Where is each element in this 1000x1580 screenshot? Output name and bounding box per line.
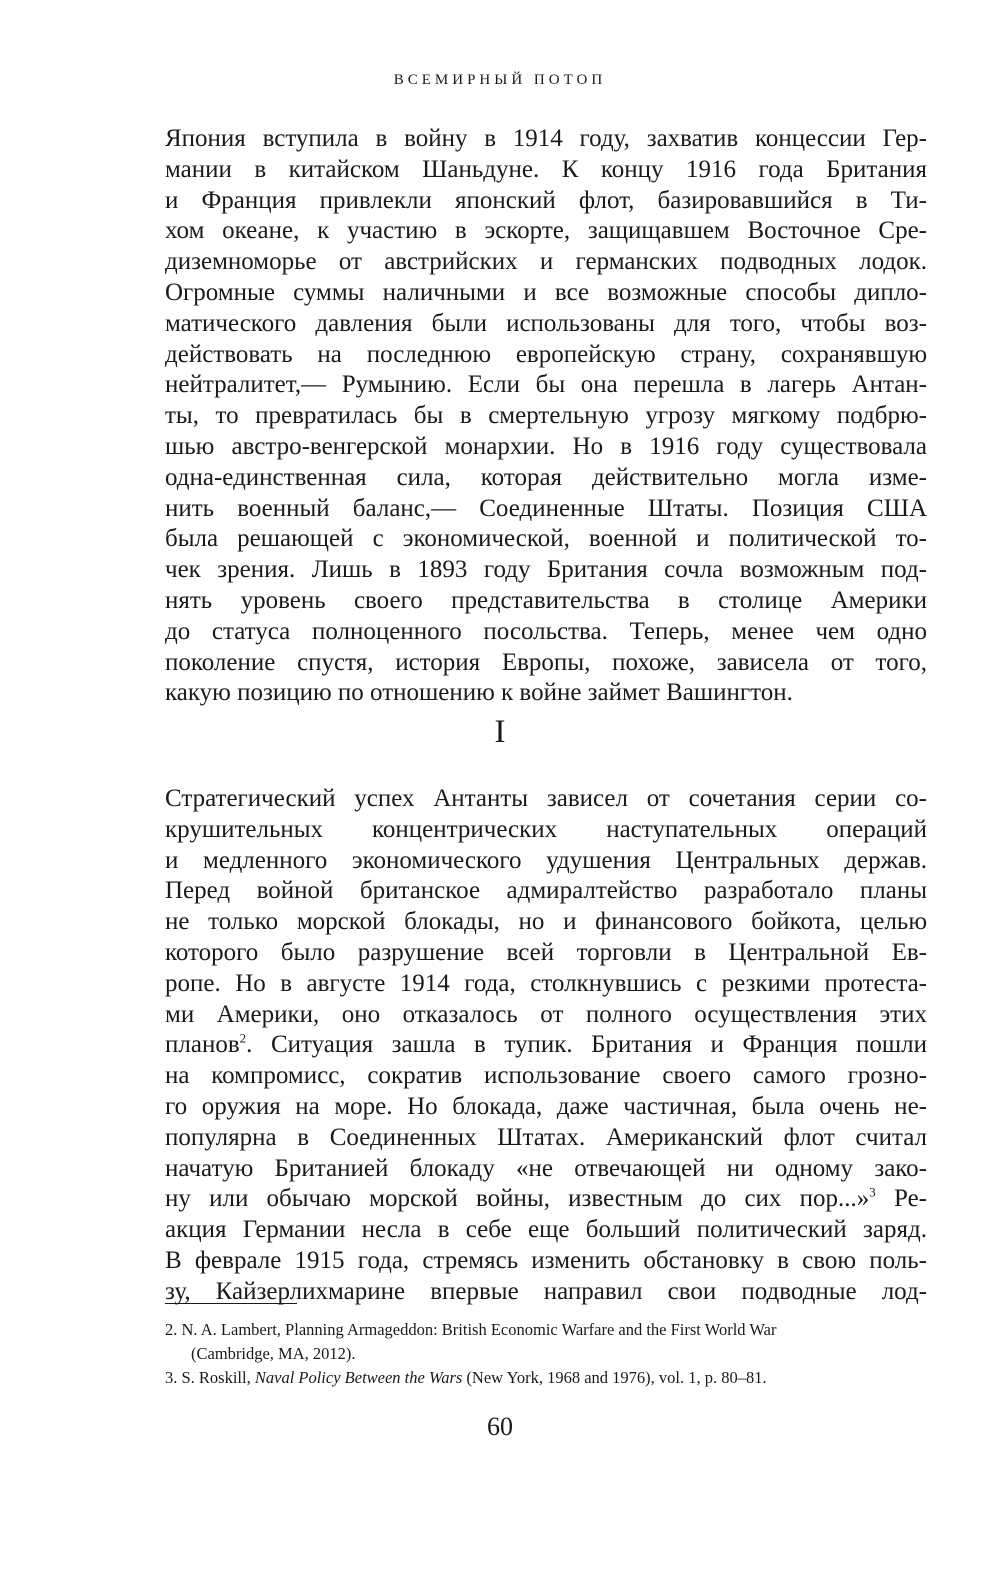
text-line: Япония вступила в войну в 1914 году, захватив концессии Гер- — [165, 125, 927, 152]
text-line: крушительных концентрических наступательных операций — [165, 815, 927, 843]
text-line-with-footnote — [165, 1184, 927, 1215]
text-line: В феврале 1915 года, стремясь изменить обстановку в свою поль- — [165, 1246, 927, 1274]
text-line: мании в китайском Шаньдуне. К концу 1916 года Британия — [165, 155, 927, 183]
text-fragment: ну или обычаю морской войны, известным до сих пор...» — [165, 1185, 870, 1213]
text-line: акция Германии несла в себе еще больший политический заряд. — [165, 1216, 927, 1244]
running-head: ВСЕМИРНЫЙ ПОТОП — [393, 72, 607, 88]
text-line: шью австро-венгерской монархии. Но в 1916 году существовала — [165, 432, 927, 460]
text-line: до статуса полноценного посольства. Теперь, менее чем одно — [165, 617, 927, 645]
text-line: действовать на последнюю европейскую страну, сохранявшую — [165, 340, 927, 368]
text-line: Огромные суммы наличными и все возможные способы дипло- — [165, 278, 927, 306]
page-number: 60 — [487, 1412, 513, 1441]
footnote-3 — [165, 1366, 927, 1390]
footnote-text: (New York, 1968 and 1976), vol. 1, p. 80–81. — [462, 1368, 767, 1387]
text-line: какую позицию по отношению к войне займет Вашингтон. — [165, 679, 793, 707]
footnote-rule — [165, 1303, 297, 1304]
footnote-ref: 2 — [239, 1031, 247, 1047]
text-line: го оружия на море. Но блокада, даже частичная, была очень не- — [165, 1092, 927, 1120]
text-line: была решающей с экономической, военной и политической то- — [165, 525, 927, 553]
text-line: и медленного экономического удушения Центральных держав. — [165, 846, 927, 874]
text-fragment: . Ситуация зашла в тупик. Британия и Франция пошли — [246, 1031, 927, 1059]
footnote-2: 2. N. A. Lambert, Planning Armageddon: British Economic Warfare and the First World War — [165, 1320, 777, 1339]
text-line: матического давления были использованы для того, чтобы воз- — [165, 309, 927, 337]
text-line: и Франция привлекли японский флот, базировавшийся в Ти- — [165, 186, 927, 214]
text-line: которого было разрушение всей торговли в Центральной Ев- — [165, 938, 927, 966]
footnote-book-title: Naval Policy Between the Wars — [254, 1368, 463, 1387]
text-line: хом океане, к участию в эскорте, защищавшем Восточное Сре- — [165, 217, 927, 245]
text-line: Стратегический успех Антанты зависел от сочетания серии со- — [165, 785, 927, 812]
text-line: поколение спустя, история Европы, похоже, зависела от того, — [165, 648, 927, 676]
text-line: одна-единственная сила, которая действительно могла изме- — [165, 463, 927, 491]
text-line: нить военный баланс,— Соединенные Штаты. Позиция США — [165, 494, 927, 522]
text-fragment: планов — [165, 1031, 240, 1059]
text-line: на компромисс, сократив использование своего самого грозно- — [165, 1062, 927, 1090]
text-line-with-footnote — [165, 1030, 927, 1061]
text-line: ропе. Но в августе 1914 года, столкнувшись с резкими протеста- — [165, 969, 927, 997]
text-line: ты, то превратилась бы в смертельную угрозу мягкому подбрю- — [165, 402, 927, 430]
section-numeral: I — [494, 714, 506, 750]
text-line: не только морской блокады, но и финансового бойкота, целью — [165, 908, 927, 936]
text-line: начатую Британией блокаду «не отвечающей ни одному зако- — [165, 1154, 927, 1182]
text-fragment: Ре- — [875, 1185, 927, 1213]
paragraph-2 — [165, 784, 927, 1308]
footnote-2-continued: (Cambridge, MA, 2012). — [191, 1344, 356, 1363]
footnote-text: 3. S. Roskill, — [165, 1368, 255, 1387]
footnotes — [165, 1318, 927, 1390]
text-line: чек зрения. Лишь в 1893 году Британия сочла возможным под- — [165, 556, 927, 584]
text-line: диземноморье от австрийских и германских подводных лодок. — [165, 248, 927, 276]
footnote-ref: 3 — [869, 1185, 876, 1201]
text-line: популярна в Соединенных Штатах. Американский флот считал — [165, 1123, 927, 1151]
text-line: нейтралитет,— Румынию. Если бы она перешла в лагерь Антан- — [165, 371, 927, 399]
text-line: ми Америки, оно отказалось от полного осуществления этих — [165, 1000, 927, 1028]
text-line: Перед войной британское адмиралтейство разработало планы — [165, 877, 927, 905]
text-line: нять уровень своего представительства в столице Америки — [165, 586, 927, 614]
paragraph-1 — [165, 124, 927, 709]
text-line: зу, Кайзерлихмарине впервые направил свои подводные лод- — [165, 1277, 927, 1305]
